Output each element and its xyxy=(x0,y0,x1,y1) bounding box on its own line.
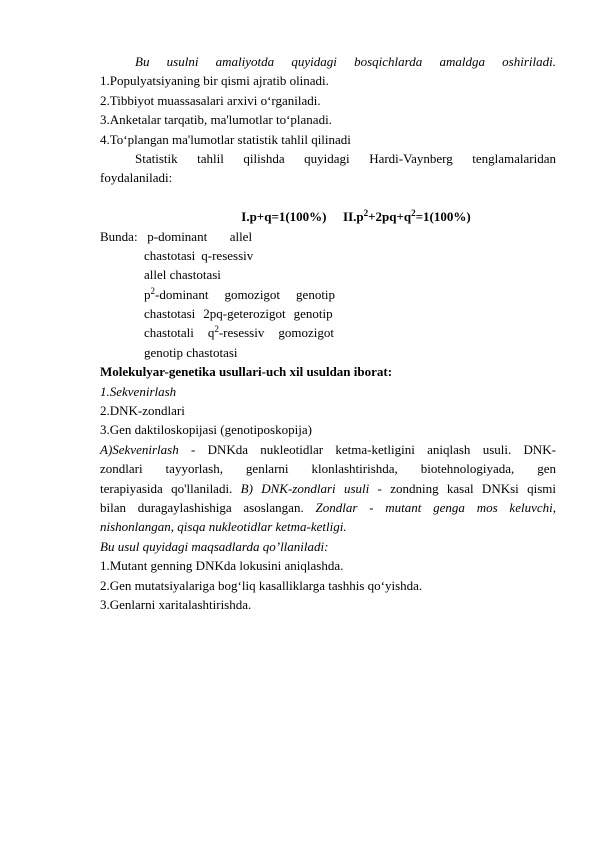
method-item: 3.Gen daktiloskopijasi (genotiposkopija) xyxy=(100,422,312,438)
step-item: 4.To‘plangan ma'lumotlar statistik tahlil qilinadi xyxy=(100,131,351,147)
purpose-item: 1.Mutant genning DNKda lokusini aniqlashda. xyxy=(100,558,344,574)
document-body xyxy=(100,52,556,614)
formula-two: $II.p^2+2pq+q^2=1(100\%)$ xyxy=(343,208,471,225)
formula-one: I.p+q=1(100%) xyxy=(241,209,327,225)
paragraph-line: bilan duragaylashishiga asoslangan. Zondlar - mutant genga mos keluvchi, xyxy=(100,499,556,515)
method-item: 1.Sekvenirlash xyxy=(100,383,177,399)
bunda-line: $p^2$-dominant gomozigot genotip xyxy=(144,285,336,302)
stat-paragraph-line: Statistik tahlil qilishda quyidagi Hardi-Vaynberg tenglamalaridan xyxy=(135,150,556,166)
bunda-line: chastotali $q^2$-resessiv gomozigot xyxy=(144,324,334,341)
purpose-item: 2.Gen mutatsiyalariga bog‘liq kasalliklarga tashhis qo‘yishda. xyxy=(100,577,423,593)
paragraph-line: nishonlangan, qisqa nukleotidlar ketma-ketligi. xyxy=(100,519,347,535)
bunda-line: chastotasi q-resessiv xyxy=(144,247,254,263)
step-item: 1.Populyatsiyaning bir qismi ajratib olinadi. xyxy=(100,73,329,89)
hardy-weinberg-formula xyxy=(100,207,556,226)
stat-paragraph-line: foydalaniladi: xyxy=(100,170,173,186)
method-item: 2.DNK-zondlari xyxy=(100,403,185,419)
paragraph-line: zondlari tayyorlash, genlarni klonlashtirishda, biotehnologiyada, gen xyxy=(100,461,556,477)
bunda-line xyxy=(100,227,556,246)
step-item: 2.Tibbiyot muassasalari arxivi o‘rganiladi. xyxy=(100,92,321,108)
intro-line: Bu usulni amaliyotda quyidagi bosqichlarda amaldga oshiriladi. xyxy=(135,54,556,69)
bunda-label: Bunda: xyxy=(100,228,138,244)
section-heading: Molekulyar-genetika usullari-uch xil usuldan iborat: xyxy=(100,364,393,380)
bunda-line: chastotasi 2pq-geterozigot genotip xyxy=(144,306,333,322)
bunda-term: p-dominant xyxy=(147,228,208,244)
paragraph-line: A)Sekvenirlash - DNKda nukleotidlar ketma-ketligini aniqlash usuli. DNK- xyxy=(100,441,556,457)
bunda-line: genotip chastotasi xyxy=(144,344,238,360)
paragraph-line: terapiyasida qo'llaniladi. B) DNK-zondlari usuli - zondning kasal DNKsi qismi xyxy=(100,480,556,496)
bunda-term: allel xyxy=(229,228,253,244)
step-item: 3.Anketalar tarqatib, ma'lumotlar to‘planadi. xyxy=(100,112,332,128)
purpose-item: 3.Genlarni xaritalashtirishda. xyxy=(100,596,252,612)
purpose-heading: Bu usul quyidagi maqsadlarda qo’llaniladi: xyxy=(100,538,329,554)
bunda-line: allel chastotasi xyxy=(144,267,221,283)
